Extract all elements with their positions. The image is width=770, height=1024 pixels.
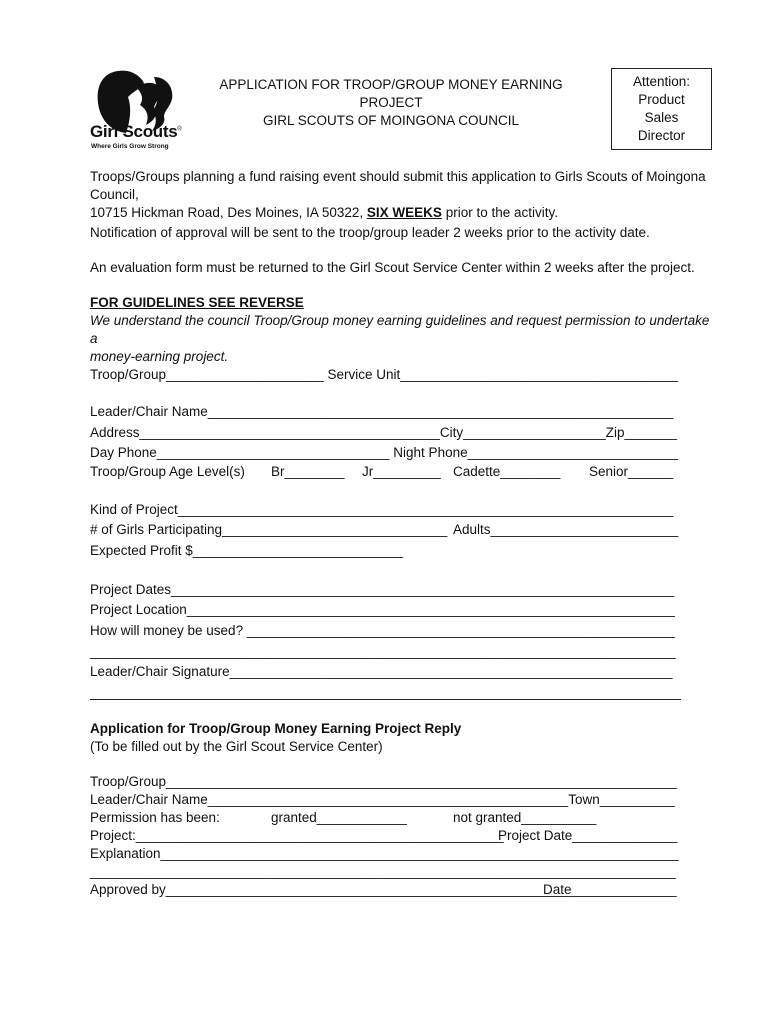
statement-line-1: We understand the council Troop/Group money earning guidelines and request permission to undertake a: [90, 313, 710, 346]
reply-title: Application for Troop/Group Money Earning Project Reply: [90, 721, 462, 736]
money-use-field[interactable]: How will money be used? _________________________________________________________: [90, 623, 675, 638]
brand-tagline: Where Girls Grow Strong: [91, 143, 169, 150]
kind-of-project-field[interactable]: Kind of Project__________________________________________________________________: [90, 502, 674, 517]
permission-label: Permission has been:: [90, 810, 220, 825]
not-granted-field[interactable]: not granted__________: [453, 810, 597, 825]
intro-paragraph: [90, 168, 710, 222]
brand-name: Girl Scouts®: [90, 122, 182, 141]
expected-profit-field[interactable]: Expected Profit $____________________________: [90, 543, 404, 558]
phone-field[interactable]: Day Phone_______________________________ Night Phone____________________________: [90, 445, 678, 460]
page-title: [190, 76, 592, 130]
reply-troop-field[interactable]: Troop/Group____________________________________________________________________: [90, 774, 677, 789]
age-cadette-field[interactable]: Cadette________: [453, 464, 561, 479]
notification-paragraph: Notification of approval will be sent to the troop/group leader 2 weeks prior to the activity date.: [90, 225, 650, 240]
age-senior-field[interactable]: Senior______: [589, 464, 674, 479]
attention-line-1: Attention:: [632, 74, 691, 89]
statement-line-2: money-earning project.: [90, 349, 229, 364]
reply-leader-field[interactable]: Leader/Chair Name________________________________________________Town__________: [90, 792, 675, 807]
leader-signature-field[interactable]: Leader/Chair Signature___________________________________________________________: [90, 664, 673, 679]
section-divider: [90, 699, 681, 700]
reply-project-date-field[interactable]: Project Date______________: [498, 828, 678, 843]
age-level-label: Troop/Group Age Level(s): [90, 464, 245, 479]
project-location-field[interactable]: Project Location_________________________________________________________________: [90, 602, 675, 617]
granted-field[interactable]: granted____________: [271, 810, 407, 825]
adults-field[interactable]: Adults_________________________: [453, 522, 679, 537]
reply-project-field[interactable]: Project:_________________________________________________: [90, 828, 504, 843]
explanation-field[interactable]: Explanation_____________________________________________________________________: [90, 846, 679, 861]
money-use-field-line-2[interactable]: ______________________________________________________________________________: [90, 644, 676, 659]
leader-name-field[interactable]: Leader/Chair Name______________________________________________________________: [90, 404, 674, 419]
troop-group-field[interactable]: Troop/Group_____________________ Service Unit_____________________________________: [90, 367, 679, 382]
project-dates-field[interactable]: Project Dates___________________________________________________________________: [90, 582, 675, 597]
attention-line-3: Sales: [644, 110, 679, 125]
intro-line-2: 10715 Hickman Road, Des Moines, IA 50322, SIX WEEKS prior to the activity.: [90, 205, 558, 220]
girls-participating-field[interactable]: # of Girls Participating______________________________: [90, 522, 448, 537]
intro-line-1: Troops/Groups planning a fund raising event should submit this application to Girls Scouts of Moingona Council,: [90, 169, 706, 202]
evaluation-paragraph: An evaluation form must be returned to the Girl Scout Service Center within 2 weeks after the project.: [90, 260, 695, 275]
title-line-2: GIRL SCOUTS OF MOINGONA COUNCIL: [262, 113, 520, 128]
permission-statement: [90, 312, 710, 366]
age-brownie-field[interactable]: Br________: [271, 464, 345, 479]
address-field[interactable]: Address________________________________________City___________________Zip_______: [90, 425, 678, 440]
attention-box: [611, 68, 712, 150]
approval-date-field[interactable]: Date______________: [543, 882, 677, 897]
reply-subtitle: (To be filled out by the Girl Scout Service Center): [90, 739, 383, 754]
guidelines-heading: FOR GUIDELINES SEE REVERSE: [90, 295, 304, 310]
explanation-field-line-2[interactable]: ______________________________________________________________________________: [90, 864, 676, 879]
six-weeks-emphasis: SIX WEEKS: [366, 205, 442, 220]
title-line-1: APPLICATION FOR TROOP/GROUP MONEY EARNING PROJECT: [219, 77, 563, 110]
approved-by-field[interactable]: Approved by______________________________________________________: [90, 882, 572, 897]
age-junior-field[interactable]: Jr_________: [362, 464, 441, 479]
attention-line-2: Product: [638, 92, 685, 107]
attention-line-4: Director: [637, 128, 686, 143]
